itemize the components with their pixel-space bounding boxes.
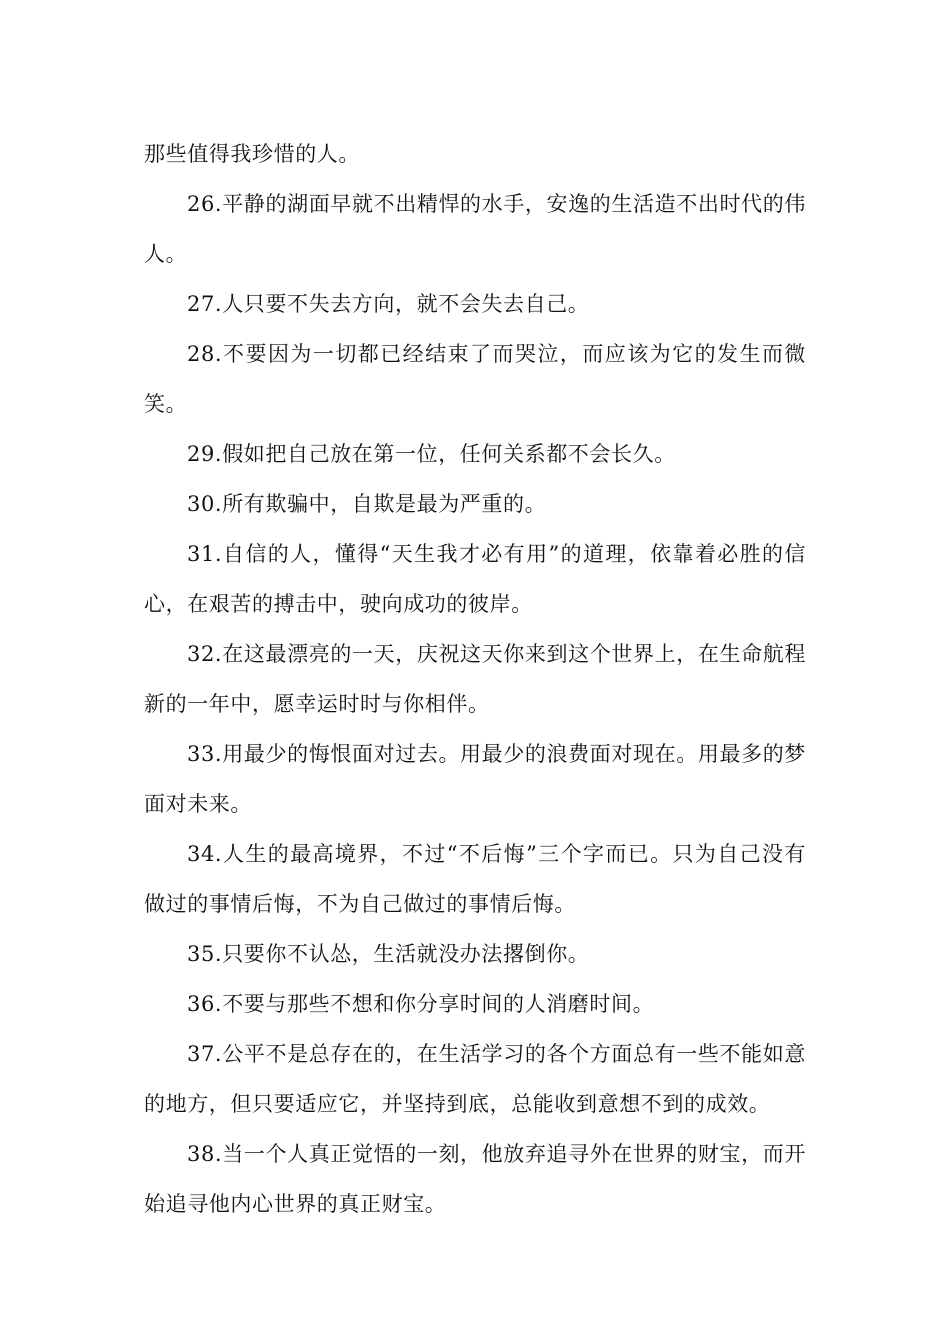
document-body — [144, 129, 806, 1229]
quote-35: 35.只要你不认怂，生活就没办法撂倒你。 — [187, 942, 590, 966]
quote-31: 31.自信的人，懂得“天生我才必有用”的道理，依靠着必胜的信心，在艰苦的搏击中，驶向成功的彼岸。 — [144, 542, 806, 616]
quote-32: 32.在这最漂亮的一天，庆祝这天你来到这个世界上，在生命航程新的一年中，愿幸运时时与你相伴。 — [144, 642, 806, 716]
quote-37: 37.公平不是总存在的，在生活学习的各个方面总有一些不能如意的地方，但只要适应它，并坚持到底，总能收到意想不到的成效。 — [144, 1042, 806, 1116]
quote-34: 34.人生的最高境界，不过“不后悔”三个字而已。只为自己没有做过的事情后悔，不为自己做过的事情后悔。 — [144, 842, 806, 916]
quote-29: 29.假如把自己放在第一位，任何关系都不会长久。 — [187, 442, 676, 466]
quote-30: 30.所有欺骗中，自欺是最为严重的。 — [187, 492, 547, 516]
quote-28: 28.不要因为一切都已经结束了而哭泣，而应该为它的发生而微笑。 — [144, 342, 806, 416]
quote-38: 38.当一个人真正觉悟的一刻，他放弃追寻外在世界的财宝，而开始追寻他内心世界的真正财宝。 — [144, 1142, 806, 1216]
quote-27: 27.人只要不失去方向，就不会失去自己。 — [187, 292, 590, 316]
paragraph-continuation: 那些值得我珍惜的人。 — [144, 142, 360, 166]
quote-26: 26.平静的湖面早就不出精悍的水手，安逸的生活造不出时代的伟人。 — [144, 192, 806, 266]
quote-33: 33.用最少的悔恨面对过去。用最少的浪费面对现在。用最多的梦面对未来。 — [144, 742, 806, 816]
quote-36: 36.不要与那些不想和你分享时间的人消磨时间。 — [187, 992, 655, 1016]
